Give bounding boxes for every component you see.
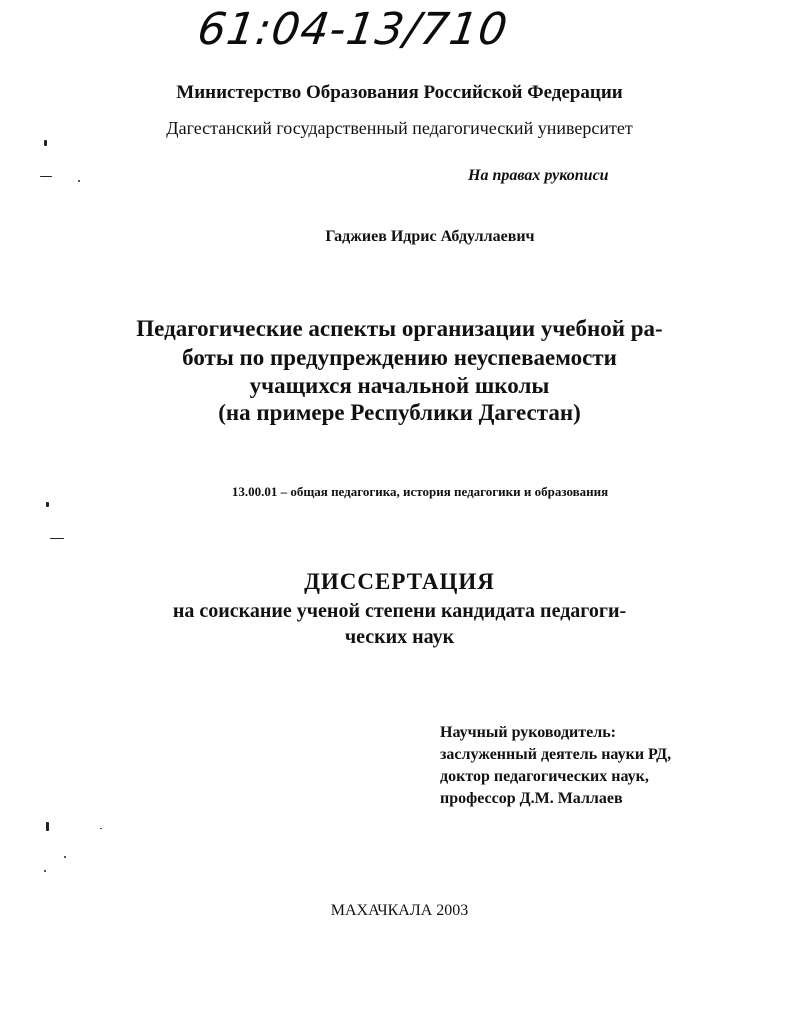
university-heading: Дагестанский государственный педагогический университет: [166, 118, 633, 138]
title-line: Педагогические аспекты организации учебной ра-: [136, 316, 663, 341]
title-line: (на примере Республики Дагестан): [218, 400, 581, 425]
degree-line: ческих наук: [344, 626, 455, 648]
ministry-heading: Министерство Образования Российской Федерации: [176, 82, 623, 103]
title-line: боты по предупреждению неуспеваемости: [182, 345, 617, 370]
scan-speck: [50, 538, 64, 539]
scan-speck: [44, 140, 47, 146]
specialty-code: 13.00.01 – общая педагогика, история педагогики и образования: [231, 484, 609, 499]
city-year: МАХАЧКАЛА 2003: [330, 902, 469, 919]
advisor-line: профессор Д.М. Маллаев: [440, 790, 623, 807]
title-line: учащихся начальной школы: [249, 373, 550, 398]
scan-speck: [46, 822, 49, 831]
degree-line: на соискание ученой степени кандидата педагоги-: [172, 600, 627, 622]
advisor-line: доктор педагогических наук,: [440, 768, 649, 785]
scan-speck: [46, 502, 49, 507]
scan-speck: [78, 180, 80, 182]
author-name: Гаджиев Идрис Абдуллаевич: [325, 228, 535, 245]
advisor-line: Научный руководитель:: [440, 724, 616, 741]
scan-speck: [64, 856, 66, 858]
manuscript-note: На правах рукописи: [468, 167, 609, 184]
scan-speck: [44, 870, 46, 872]
document-type: ДИССЕРТАЦИЯ: [304, 569, 495, 594]
scan-speck: [100, 828, 102, 829]
advisor-line: заслуженный деятель науки РД,: [440, 746, 672, 763]
scan-speck: [40, 176, 52, 177]
handwritten-archive-number: 61:04-13/710: [194, 4, 512, 55]
